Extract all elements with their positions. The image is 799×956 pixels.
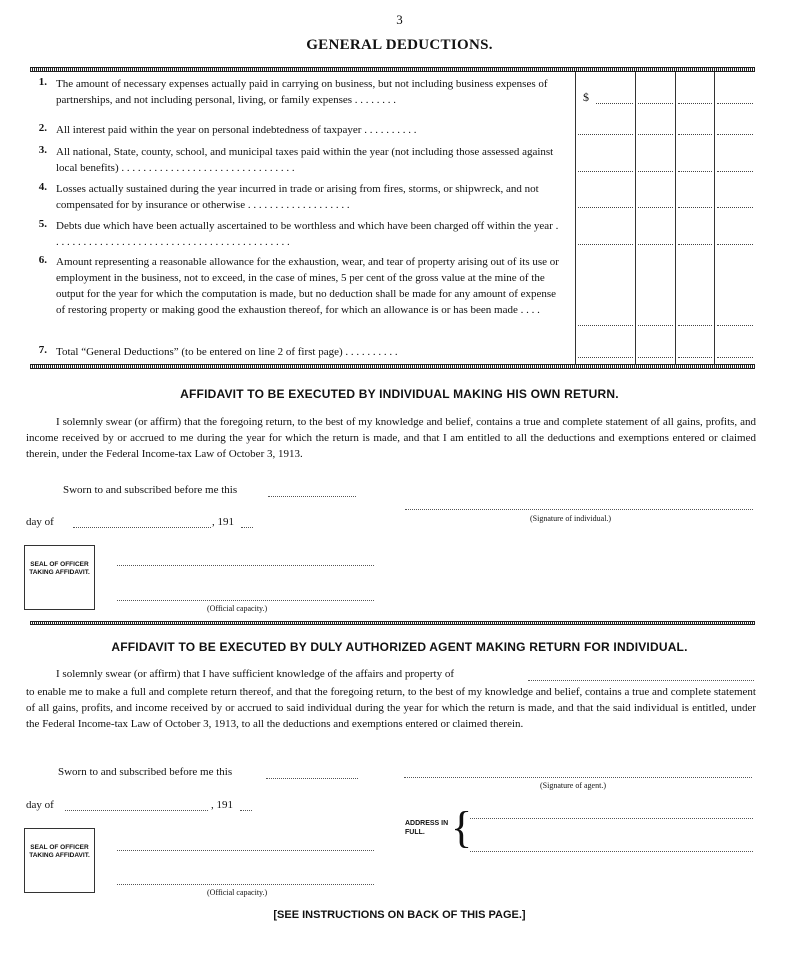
signature-caption: (Signature of individual.) bbox=[530, 514, 612, 523]
year-field[interactable] bbox=[240, 810, 252, 811]
amount-field[interactable] bbox=[678, 357, 712, 358]
year-field[interactable] bbox=[241, 527, 253, 528]
signature-individual-field[interactable] bbox=[405, 509, 753, 510]
deduction-text: Debts due which have been actually ascertained to be worthless and which have been charged off within the year . . . . . . . . . . . . . . . . . . . . . . . . . . . . . . . . . . . . . . . . . . . . bbox=[56, 220, 559, 248]
amount-field[interactable] bbox=[578, 325, 633, 326]
column-divider bbox=[635, 72, 636, 364]
amount-field[interactable] bbox=[678, 244, 712, 245]
column-divider bbox=[575, 72, 576, 364]
seal-label: SEAL OF OFFICER TAKING AFFIDAVIT. bbox=[29, 844, 90, 859]
signature-caption: (Signature of agent.) bbox=[540, 781, 606, 790]
amount-field[interactable] bbox=[678, 171, 712, 172]
deduction-number: 1. bbox=[38, 76, 47, 88]
individual-name-field[interactable] bbox=[528, 680, 754, 681]
official-capacity-field[interactable] bbox=[117, 884, 374, 885]
amount-field[interactable] bbox=[717, 207, 753, 208]
month-field[interactable] bbox=[65, 810, 208, 811]
amount-field[interactable] bbox=[717, 244, 753, 245]
amount-field[interactable] bbox=[678, 103, 712, 104]
official-capacity-field[interactable] bbox=[117, 600, 374, 601]
officer-field[interactable] bbox=[117, 850, 374, 851]
amount-field[interactable] bbox=[717, 171, 753, 172]
address-line-1[interactable] bbox=[470, 818, 753, 819]
deduction-number: 4. bbox=[38, 181, 47, 193]
deduction-text: The amount of necessary expenses actually paid in carrying on business, but not including business expenses of partnerships, and not including personal, living, or family expenses . . . . . . . . bbox=[56, 78, 548, 106]
capacity-caption: (Official capacity.) bbox=[207, 888, 268, 897]
footer-instructions: [SEE INSTRUCTIONS ON BACK OF THIS PAGE.] bbox=[273, 909, 526, 921]
column-divider bbox=[675, 72, 676, 364]
deduction-text: Amount representing a reasonable allowance for the exhaustion, wear, and tear of property arising out of its use or employment in the business, not to exceed, in the case of mines, 5 per cent of the gross value at the mine of the output for the year for which the computation is made, but no deduction shall be made for any amount of expense of restoring property or making good the exhaustion thereof, for which an allowance is or has been made . . . . bbox=[56, 256, 559, 316]
amount-field[interactable] bbox=[678, 134, 712, 135]
amount-field[interactable] bbox=[578, 134, 633, 135]
amount-field[interactable] bbox=[717, 325, 753, 326]
amount-field[interactable] bbox=[578, 357, 633, 358]
dollar-sign: $ bbox=[583, 90, 589, 104]
amount-field[interactable] bbox=[678, 207, 712, 208]
affidavit-agent-title: AFFIDAVIT TO BE EXECUTED BY DULY AUTHORIZED AGENT MAKING RETURN FOR INDIVIDUAL. bbox=[111, 640, 688, 654]
amount-field[interactable] bbox=[578, 244, 633, 245]
sworn-day-field[interactable] bbox=[266, 778, 358, 779]
seal-box bbox=[24, 545, 95, 610]
deduction-text: Total “General Deductions” (to be entered on line 2 of first page) . . . . . . . . . . bbox=[56, 346, 398, 358]
top-rule bbox=[30, 67, 755, 72]
year-prefix: , 191 bbox=[212, 516, 234, 528]
amount-field[interactable] bbox=[717, 103, 753, 104]
capacity-caption: (Official capacity.) bbox=[207, 604, 268, 613]
affidavit-individual-body: I solemnly swear (or affirm) that the foregoing return, to the best of my knowledge and belief, contains a true and complete statement of all gains, profits, and income received by or accrued to me during the year for which the return is made, and that I am entitled to all the deductions and exemptions entered or claimed therein, under the Federal Income-tax Law of October 3, 1913. bbox=[26, 416, 756, 460]
day-of-label: day of bbox=[26, 799, 54, 811]
amount-field[interactable] bbox=[638, 325, 673, 326]
amount-field[interactable] bbox=[717, 134, 753, 135]
amount-field[interactable] bbox=[638, 171, 673, 172]
affidavit-agent-body: to enable me to make a full and complete return thereof, and that the foregoing return, to the best of my knowledge and belief, contains a true and complete statement of all gains, profits, and income received by or accrued to said individual during the year for which the return is made, and that the said individual is entitled, under the Federal Income-tax Law of October 3, 1913, to all the deductions and exemptions entered or claimed therein. bbox=[26, 686, 756, 730]
sworn-text: Sworn to and subscribed before me this bbox=[58, 766, 233, 778]
affidavit-agent-body-start: I solemnly swear (or affirm) that I have sufficient knowledge of the affairs and property of bbox=[56, 668, 455, 680]
sworn-day-field[interactable] bbox=[268, 496, 356, 497]
address-brace: { bbox=[451, 803, 473, 852]
amount-field[interactable] bbox=[638, 103, 673, 104]
sworn-text: Sworn to and subscribed before me this bbox=[63, 484, 238, 496]
deduction-number: 6. bbox=[38, 254, 47, 266]
deduction-number: 5. bbox=[38, 218, 47, 230]
amount-field[interactable] bbox=[638, 357, 673, 358]
address-label: ADDRESS IN FULL. bbox=[405, 820, 449, 836]
seal-label: SEAL OF OFFICER TAKING AFFIDAVIT. bbox=[29, 561, 90, 576]
section-separator bbox=[30, 621, 755, 625]
bottom-rule bbox=[30, 364, 755, 369]
amount-field[interactable] bbox=[678, 325, 712, 326]
amount-field[interactable] bbox=[638, 207, 673, 208]
month-field[interactable] bbox=[73, 527, 211, 528]
amount-field[interactable] bbox=[578, 207, 633, 208]
amount-field[interactable] bbox=[717, 357, 753, 358]
year-prefix: , 191 bbox=[211, 799, 233, 811]
deduction-number: 7. bbox=[38, 344, 47, 356]
deduction-text: All interest paid within the year on personal indebtedness of taxpayer . . . . . . . . . . bbox=[56, 124, 417, 136]
page-title: GENERAL DEDUCTIONS. bbox=[306, 37, 493, 53]
page-number: 3 bbox=[396, 12, 403, 27]
signature-agent-field[interactable] bbox=[404, 777, 752, 778]
amount-field[interactable] bbox=[596, 103, 633, 104]
deduction-text: Losses actually sustained during the year incurred in trade or arising from fires, storms, or shipwreck, and not compensated for by insurance or otherwise . . . . . . . . . . . . . . . . . . . bbox=[56, 183, 539, 211]
seal-box bbox=[24, 828, 95, 893]
amount-field[interactable] bbox=[638, 244, 673, 245]
deduction-text: All national, State, county, school, and municipal taxes paid within the year (not including those assessed against local benefits) . . . . . . . . . . . . . . . . . . . . . . . . . . . . . . . . bbox=[56, 146, 554, 174]
amount-field[interactable] bbox=[638, 134, 673, 135]
column-divider bbox=[714, 72, 715, 364]
address-line-2[interactable] bbox=[470, 851, 753, 852]
officer-field[interactable] bbox=[117, 565, 374, 566]
day-of-label: day of bbox=[26, 516, 54, 528]
affidavit-individual-title: AFFIDAVIT TO BE EXECUTED BY INDIVIDUAL MAKING HIS OWN RETURN. bbox=[180, 387, 619, 401]
amount-field[interactable] bbox=[578, 171, 633, 172]
deduction-number: 2. bbox=[38, 122, 47, 134]
deduction-number: 3. bbox=[38, 144, 47, 156]
